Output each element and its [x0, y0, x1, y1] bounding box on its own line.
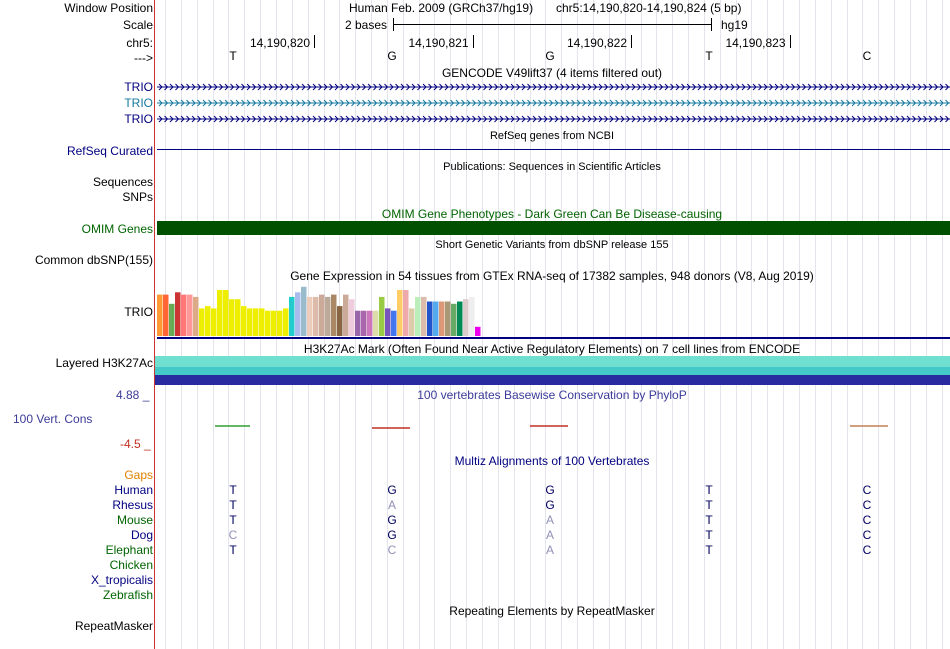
aligned-base: T — [705, 528, 713, 542]
species-label[interactable]: Elephant — [105, 543, 153, 557]
aligned-base: T — [229, 498, 237, 512]
gencode-transcript-label[interactable]: TRIO — [124, 80, 153, 94]
gencode-title[interactable]: GENCODE V49lift37 (4 items filtered out) — [441, 66, 663, 80]
publications-sequences-label[interactable]: Sequences — [92, 175, 153, 189]
aligned-base: A — [387, 498, 397, 512]
omim-title[interactable]: OMIM Gene Phenotypes - Dark Green Can Be Disease-causing — [381, 207, 723, 221]
refseq-title[interactable]: RefSeq genes from NCBI — [489, 130, 615, 142]
omim-label[interactable]: OMIM Genes — [81, 222, 153, 236]
ruler-base: G — [545, 49, 555, 63]
aligned-base: T — [229, 483, 237, 497]
gencode-transcript-label[interactable]: TRIO — [124, 96, 153, 110]
ruler-tick-label: 14,190,821 — [408, 36, 469, 50]
gencode-transcript-label[interactable]: TRIO — [124, 112, 153, 126]
assembly-text: Human Feb. 2009 (GRCh37/hg19) — [349, 1, 534, 15]
phylop-max: 4.88 _ — [116, 388, 150, 402]
chrom-label: chr5: — [126, 36, 153, 50]
scale-label: Scale — [122, 18, 153, 32]
species-label[interactable]: Mouse — [116, 513, 153, 527]
species-label[interactable]: X_tropicalis — [90, 573, 153, 587]
aligned-base: T — [705, 498, 713, 512]
refseq-label[interactable]: RefSeq Curated — [66, 144, 153, 158]
h3k27ac-title[interactable]: H3K27Ac Mark (Often Found Near Active Regulatory Elements) on 7 cell lines from ENCODE — [303, 342, 801, 356]
publications-snps-label[interactable]: SNPs — [122, 190, 153, 204]
aligned-base: C — [387, 543, 397, 557]
aligned-base: A — [545, 528, 555, 542]
ruler-tick-label: 14,190,820 — [249, 36, 310, 50]
species-label[interactable]: Chicken — [109, 558, 153, 572]
aligned-base: T — [705, 513, 713, 527]
gaps-label[interactable]: Gaps — [124, 468, 153, 482]
aligned-base: A — [545, 543, 555, 557]
aligned-base: A — [545, 513, 555, 527]
gtex-title[interactable]: Gene Expression in 54 tissues from GTEx RNA-seq of 17382 samples, 948 donors (V8, Aug 2019) — [290, 269, 814, 283]
species-label[interactable]: Human — [114, 483, 153, 497]
scale-text: 2 bases — [345, 18, 388, 32]
ruler-base: G — [387, 49, 397, 63]
ruler-base: C — [862, 49, 872, 63]
window-position-label: Window Position — [64, 1, 153, 15]
ruler-base: T — [705, 49, 713, 63]
position-text[interactable]: chr5:14,190,820-14,190,824 (5 bp) — [556, 1, 742, 15]
aligned-base: C — [862, 513, 872, 527]
phylop-label[interactable]: 100 Vert. Cons — [13, 412, 93, 426]
aligned-base: C — [862, 543, 872, 557]
phylop-min: -4.5 _ — [120, 437, 151, 451]
strand-label: ---> — [134, 51, 153, 65]
aligned-base: G — [387, 513, 397, 527]
aligned-base: T — [705, 543, 713, 557]
aligned-base: C — [228, 528, 238, 542]
aligned-base: G — [545, 498, 555, 512]
repeatmasker-label[interactable]: RepeatMasker — [74, 619, 153, 633]
db-text: hg19 — [721, 18, 748, 32]
multiz-title[interactable]: Multiz Alignments of 100 Vertebrates — [454, 454, 650, 468]
dbsnp-title[interactable]: Short Genetic Variants from dbSNP release 155 — [435, 239, 669, 251]
species-label[interactable]: Zebrafish — [102, 588, 153, 602]
species-label[interactable]: Dog — [130, 528, 153, 542]
gtex-label[interactable]: TRIO — [124, 305, 153, 319]
publications-title[interactable]: Publications: Sequences in Scientific Articles — [443, 161, 661, 173]
aligned-base: C — [862, 498, 872, 512]
dbsnp-label[interactable]: Common dbSNP(155) — [34, 253, 153, 267]
aligned-base: G — [387, 483, 397, 497]
repeatmasker-title[interactable]: Repeating Elements by RepeatMasker — [449, 604, 655, 618]
ruler-base: T — [229, 49, 237, 63]
ruler-tick-label: 14,190,823 — [725, 36, 786, 50]
aligned-base: G — [545, 483, 555, 497]
aligned-base: C — [862, 528, 872, 542]
aligned-base: C — [862, 483, 872, 497]
phylop-title[interactable]: 100 vertebrates Basewise Conservation by PhyloP — [417, 388, 687, 402]
aligned-base: T — [705, 483, 713, 497]
ruler-tick-label: 14,190,822 — [566, 36, 627, 50]
species-label[interactable]: Rhesus — [112, 498, 153, 512]
h3k27ac-label[interactable]: Layered H3K27Ac — [55, 356, 153, 370]
aligned-base: T — [229, 513, 237, 527]
aligned-base: T — [229, 543, 237, 557]
aligned-base: G — [387, 528, 397, 542]
